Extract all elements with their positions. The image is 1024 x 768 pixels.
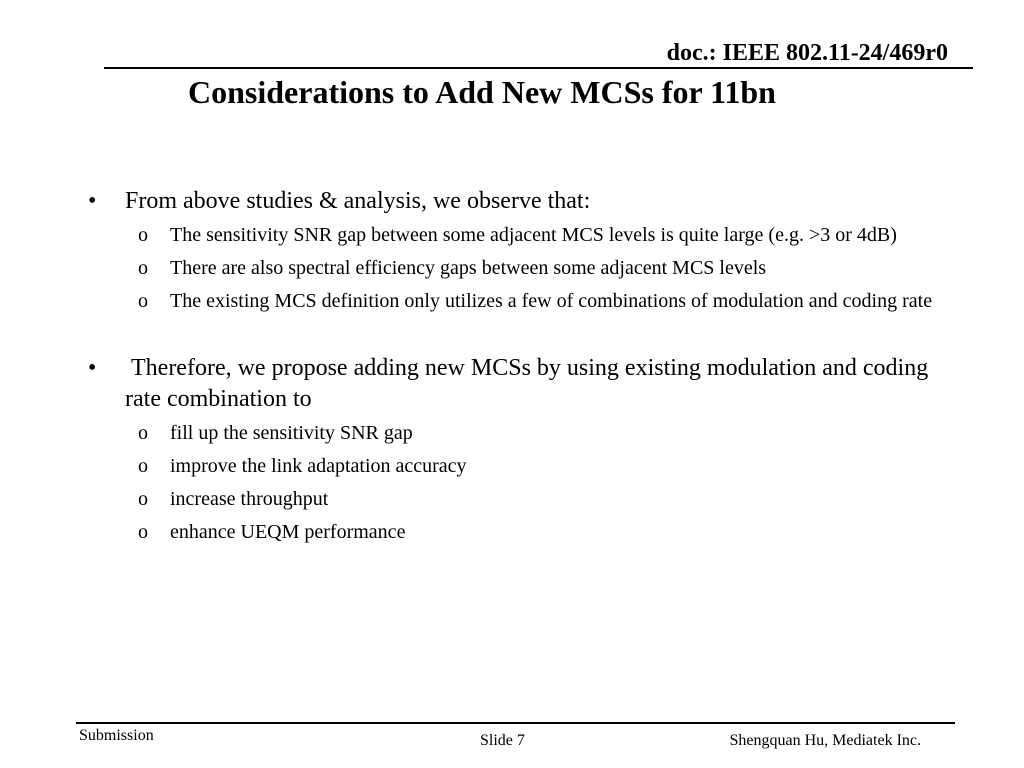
sub-text: enhance UEQM performance — [170, 521, 406, 543]
bullet-marker: • — [88, 355, 97, 381]
footer-submission: Submission — [79, 727, 154, 744]
sub-marker: o — [138, 290, 148, 312]
sub-item — [82, 254, 952, 282]
sub-marker: o — [138, 488, 148, 510]
bullet-group-2 — [82, 353, 952, 546]
sub-text: increase throughput — [170, 488, 329, 510]
sub-text: The sensitivity SNR gap between some adjacent MCS levels is quite large (e.g. >3 or 4dB) — [170, 224, 897, 246]
slide-title: Considerations to Add New MCSs for 11bn — [188, 74, 776, 110]
bullet-item — [82, 353, 952, 415]
sub-text: The existing MCS definition only utilizes a few of combinations of modulation and coding rate — [170, 290, 933, 312]
sub-item — [82, 419, 952, 447]
sub-item — [82, 221, 952, 249]
sub-item — [82, 287, 952, 315]
bullet-item — [82, 186, 952, 217]
top-rule — [104, 67, 973, 69]
bullet-group-1 — [82, 186, 952, 315]
sub-list — [82, 419, 952, 546]
footer-slide-number: Slide 7 — [480, 732, 525, 749]
sub-marker: o — [138, 455, 148, 477]
footer-author: Shengquan Hu, Mediatek Inc. — [729, 732, 921, 749]
sub-item — [82, 452, 952, 480]
bottom-rule — [76, 722, 955, 724]
bullet-text: Therefore, we propose adding new MCSs by using existing modulation and coding rate combination to — [125, 355, 935, 412]
sub-text: fill up the sensitivity SNR gap — [170, 422, 413, 444]
sub-marker: o — [138, 422, 148, 444]
sub-list — [82, 221, 952, 315]
sub-item — [82, 485, 952, 513]
sub-item — [82, 518, 952, 546]
bullet-marker: • — [88, 188, 97, 214]
sub-text: There are also spectral efficiency gaps between some adjacent MCS levels — [170, 257, 767, 279]
slide-content — [82, 186, 952, 551]
sub-marker: o — [138, 224, 148, 246]
bullet-text: From above studies & analysis, we observe that: — [125, 188, 591, 214]
sub-marker: o — [138, 257, 148, 279]
sub-marker: o — [138, 521, 148, 543]
doc-id: doc.: IEEE 802.11-24/469r0 — [666, 40, 948, 66]
sub-text: improve the link adaptation accuracy — [170, 455, 467, 477]
